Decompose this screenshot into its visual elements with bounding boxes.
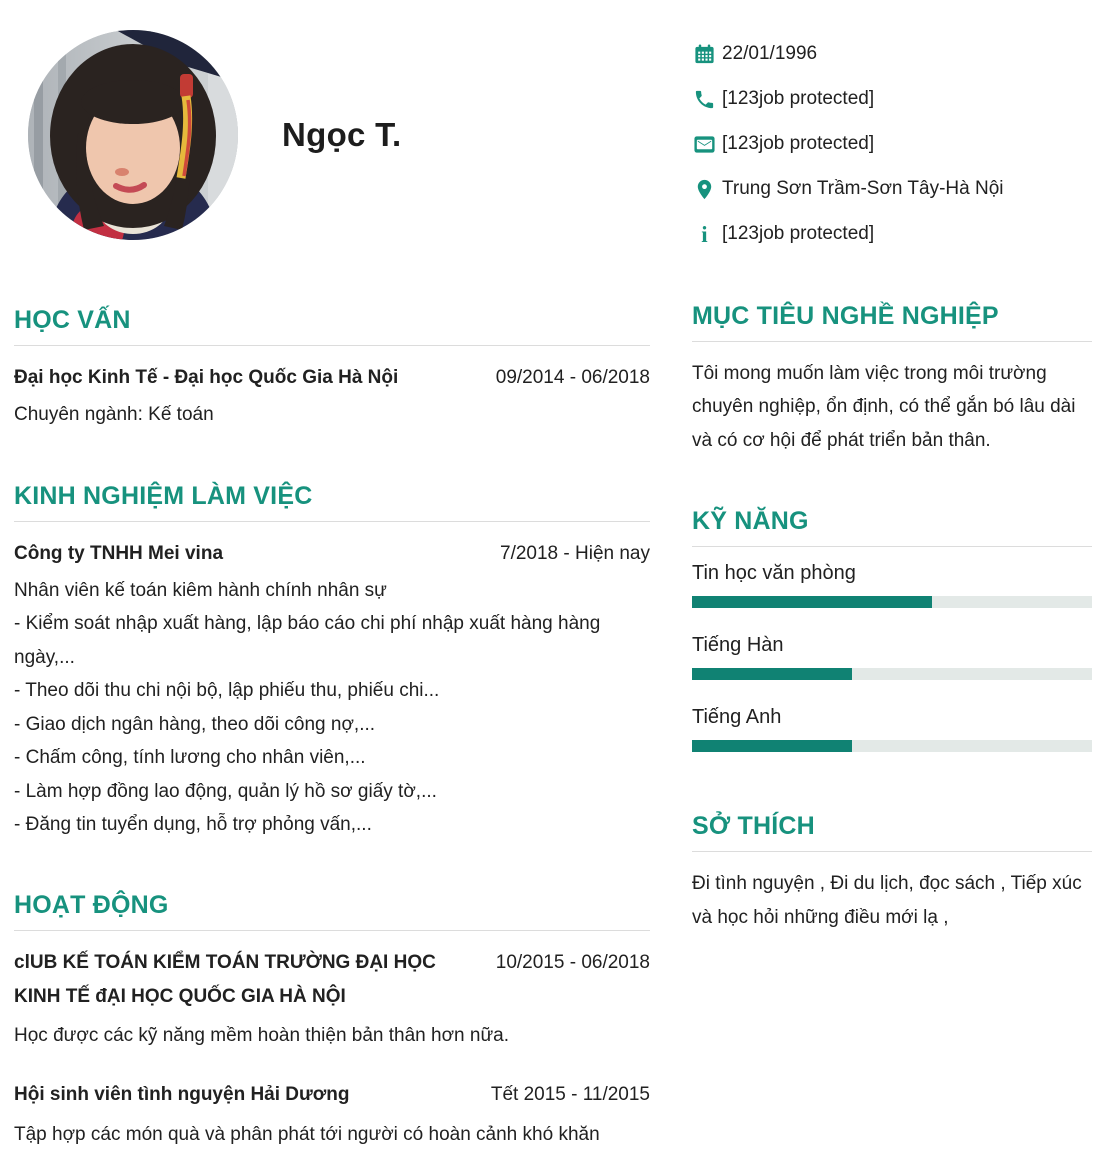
activity-entry <box>14 946 650 1052</box>
contact-row-info <box>692 222 1092 246</box>
objective-title: MỤC TIÊU NGHỀ NGHIỆP <box>692 302 999 330</box>
job-duty: - Giao dịch ngân hàng, theo dõi công nợ,... <box>14 713 376 735</box>
section-divider <box>14 345 650 346</box>
skill-name: Tiếng Anh <box>692 706 782 729</box>
section-divider <box>14 521 650 522</box>
activity-description: Tập hợp các món quà và phân phát tới người có hoàn cảnh khó khăn <box>14 1123 600 1145</box>
svg-text:i: i <box>700 221 708 247</box>
skill-name: Tiếng Hàn <box>692 634 784 657</box>
skill-level-fill <box>692 740 852 752</box>
job-duty: - Chấm công, tính lương cho nhân viên,... <box>14 747 366 769</box>
job-role: Nhân viên kế toán kiêm hành chính nhân sự <box>14 579 387 601</box>
calendar-icon <box>692 42 716 66</box>
contact-list <box>692 0 1092 246</box>
section-activities <box>14 891 650 1151</box>
skill-item <box>692 634 1092 680</box>
job-duty: - Đăng tin tuyển dụng, hỗ trợ phỏng vấn,... <box>14 814 372 835</box>
activity-entry <box>14 1078 650 1151</box>
entry-head <box>14 946 650 1013</box>
person-name: Ngọc T. <box>282 116 402 153</box>
activity-name: clUB KẾ TOÁN KIỂM TOÁN TRƯỜNG ĐẠI HỌC KINH TẾ đẠI HỌC QUỐC GIA HÀ NỘI <box>14 952 436 1007</box>
section-divider <box>692 341 1092 342</box>
skill-level-track <box>692 596 1092 608</box>
email-value: [123job protected] <box>722 133 875 154</box>
education-title: HỌC VẤN <box>14 306 131 334</box>
skill-level-track <box>692 740 1092 752</box>
skill-level-track <box>692 668 1092 680</box>
section-objective <box>692 302 1092 457</box>
entry-head <box>14 537 650 570</box>
school-name: Đại học Kinh Tế - Đại học Quốc Gia Hà Nội <box>14 367 399 388</box>
education-entry <box>14 361 650 432</box>
education-major: Chuyên ngành: Kế toán <box>14 404 214 426</box>
hobbies-title: SỞ THÍCH <box>692 812 815 841</box>
skills-title: KỸ NĂNG <box>692 507 809 536</box>
section-skills <box>692 507 1092 752</box>
activity-date: 10/2015 - 06/2018 <box>495 952 650 974</box>
identity-header <box>14 0 650 270</box>
job-duty: - Kiểm soát nhập xuất hàng, lập báo cáo chi phí nhập xuất hàng hàng ngày,... <box>14 613 601 668</box>
experience-entry <box>14 537 650 842</box>
experience-date: 7/2018 - Hiện nay <box>500 542 650 564</box>
skill-item <box>692 706 1092 752</box>
info-icon <box>692 222 716 246</box>
activity-description: Học được các kỹ năng mềm hoàn thiện bản thân hơn nữa. <box>14 1024 510 1046</box>
job-duty: - Làm hợp đồng lao động, quản lý hồ sơ giấy tờ,... <box>14 780 437 802</box>
section-divider <box>14 930 650 931</box>
skill-level-fill <box>692 668 852 680</box>
birthday-value: 22/01/1996 <box>722 43 818 64</box>
email-icon <box>692 132 716 156</box>
profile-photo <box>28 30 238 240</box>
contact-row-address <box>692 177 1092 201</box>
activity-date: Tết 2015 - 11/2015 <box>490 1084 650 1106</box>
info-value: [123job protected] <box>722 223 875 244</box>
entry-head <box>14 361 650 394</box>
activity-name: Hội sinh viên tình nguyện Hải Dương <box>14 1084 350 1106</box>
company-name: Công ty TNHH Mei vina <box>14 542 224 564</box>
contact-row-phone <box>692 87 1092 111</box>
location-icon <box>692 177 716 201</box>
section-hobbies <box>692 812 1092 934</box>
section-experience <box>14 482 650 842</box>
right-column <box>692 0 1092 1151</box>
entry-head <box>14 1078 650 1111</box>
phone-icon <box>692 87 716 111</box>
section-divider <box>692 851 1092 852</box>
activities-title: HOẠT ĐỘNG <box>14 891 169 920</box>
contact-row-email <box>692 132 1092 156</box>
job-duty: - Theo dõi thu chi nội bộ, lập phiếu thu, phiếu chi... <box>14 680 440 702</box>
section-education <box>14 306 650 432</box>
address-value: Trung Sơn Trầm-Sơn Tây-Hà Nội <box>722 178 1004 199</box>
skill-item <box>692 562 1092 608</box>
section-divider <box>692 546 1092 547</box>
hobbies-text: Đi tình nguyện , Đi du lịch, đọc sách , Tiếp xúc và học hỏi những điều mới lạ , <box>692 873 1082 928</box>
contact-row-birthday <box>692 42 1092 66</box>
portrait-photo-illustration <box>28 30 238 240</box>
experience-title: KINH NGHIỆM LÀM VIỆC <box>14 481 313 510</box>
left-column <box>14 0 650 1151</box>
phone-value: [123job protected] <box>722 88 875 109</box>
skill-name: Tin học văn phòng <box>692 562 856 585</box>
education-date: 09/2014 - 06/2018 <box>495 367 650 388</box>
job-duties <box>14 607 650 841</box>
skill-level-fill <box>692 596 932 608</box>
objective-text: Tôi mong muốn làm việc trong môi trường chuyên nghiệp, ổn định, có thể gắn bó lâu dài và có cơ hội để phát triển bản thân. <box>692 363 1076 451</box>
